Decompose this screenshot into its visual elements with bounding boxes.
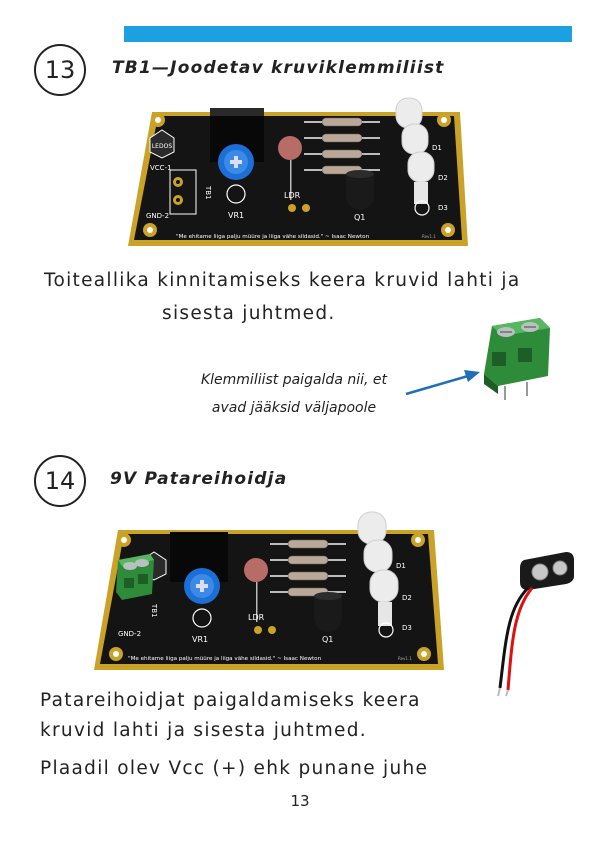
step-14-text-line2: kruvid lahti ja sisesta juhtmed. xyxy=(40,720,367,741)
board2-quote: "Me ehitame liiga palju müüre ja liiga vähe sildasid." ~ Isaac Newton xyxy=(128,656,322,662)
board-q-label: Q1 xyxy=(354,213,366,222)
board2-vr-label: VR1 xyxy=(192,635,209,644)
step-13-text-line2: sisesta juhtmed. xyxy=(162,303,336,324)
step-14-text-line1: Patareihoidjat paigaldamiseks keera xyxy=(40,690,421,711)
board-d1-label: D1 xyxy=(432,144,442,152)
board-quote: "Me ehitame liiga palju müüre ja liiga vähe sildasid." ~ Isaac Newton xyxy=(176,234,370,240)
board-vcc-label: VCC-1 xyxy=(150,164,172,172)
pcb-image-step13 xyxy=(126,90,470,250)
board2-tb-label: TB1 xyxy=(150,604,158,618)
board2-q-label: Q1 xyxy=(322,635,334,644)
terminal-block-icon xyxy=(478,318,552,404)
board2-gnd-label: GND-2 xyxy=(118,630,142,638)
board2-d1-label: D1 xyxy=(396,562,406,570)
step-13-title: TB1—Joodetav kruviklemmiliist xyxy=(112,58,445,78)
board2-d2-label: D2 xyxy=(402,594,412,602)
board-logo: LEDOS xyxy=(151,143,173,150)
board-ldr-label: LDR xyxy=(284,191,301,200)
board2-ldr-label: LDR xyxy=(248,613,265,622)
step-14-title: 9V Patareihoidja xyxy=(110,469,288,489)
step-13-note-line1: Klemmiliist paigalda nii, et xyxy=(200,372,388,388)
step-13-note-line2: avad jääksid väljapoole xyxy=(211,400,377,416)
board2-d3-label: D3 xyxy=(402,624,412,632)
page-number: 13 xyxy=(290,792,310,810)
pcb-image-step14 xyxy=(92,508,446,674)
board-gnd-label: GND-2 xyxy=(146,212,170,220)
top-accent-bar xyxy=(124,26,572,42)
step-13-number: 13 xyxy=(34,44,86,96)
board2-version: Rev1.1 xyxy=(398,656,412,661)
board-d3-label: D3 xyxy=(438,204,448,212)
battery-clip-icon xyxy=(478,548,588,698)
step-14-text-line3: Plaadil olev Vcc (+) ehk punane juhe xyxy=(40,758,429,779)
board-version: Rev1.1 xyxy=(422,234,436,239)
step-13-text-line1: Toiteallika kinnitamiseks keera kruvid lahti ja xyxy=(44,270,521,291)
arrow-icon xyxy=(404,366,484,400)
board-tb-label: TB1 xyxy=(204,186,212,200)
board-vr-label: VR1 xyxy=(228,211,245,220)
board-d2-label: D2 xyxy=(438,174,448,182)
step-14-number: 14 xyxy=(34,455,86,507)
